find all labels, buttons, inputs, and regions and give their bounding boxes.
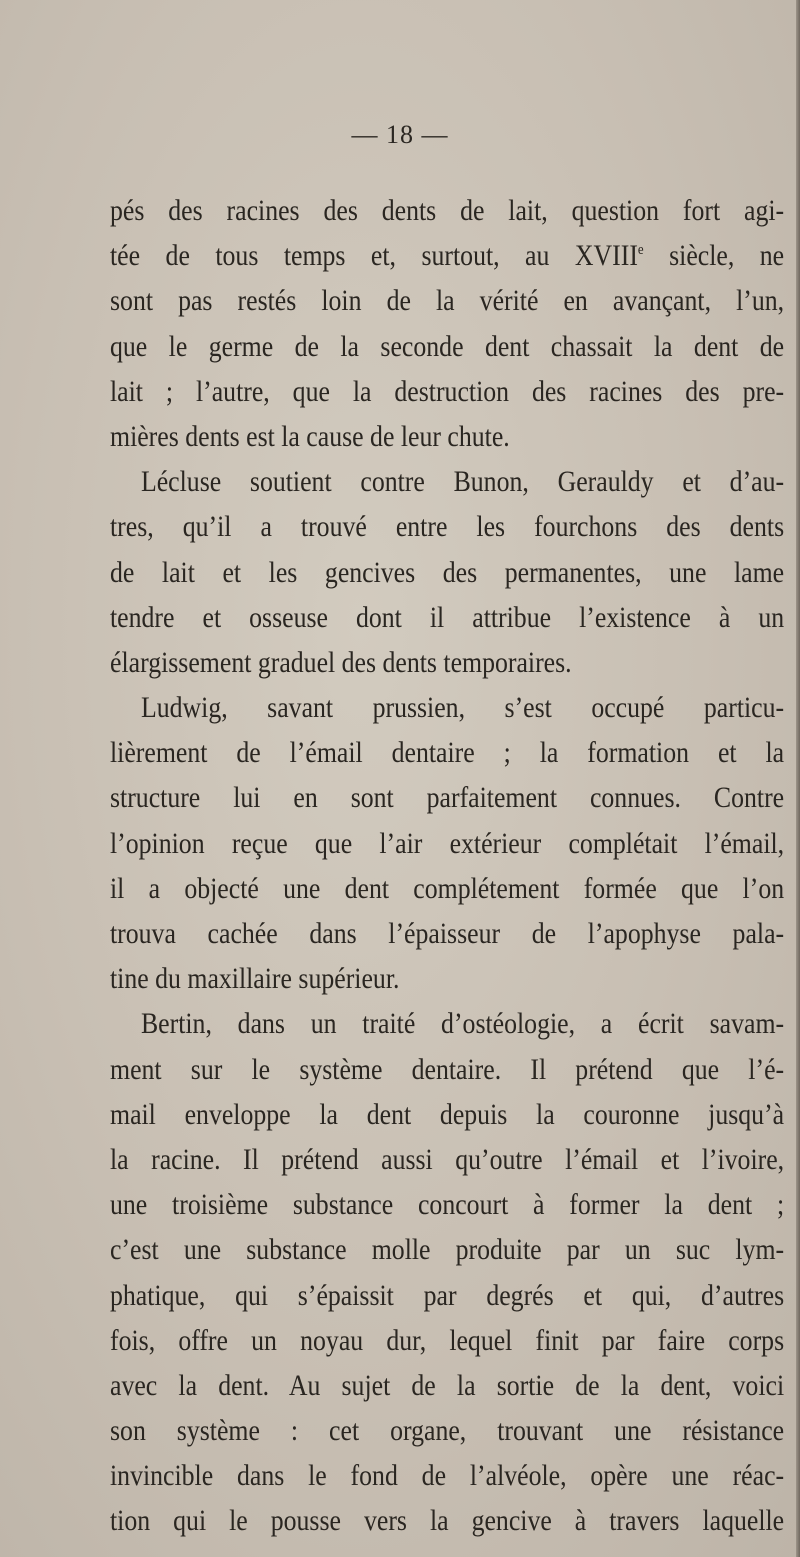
text-line-29: invincible dans le fond de l’alvéole, opère une réac-	[110, 1459, 785, 1493]
text-line-2-main: tée de tous temps et, surtout, au XVIII	[110, 239, 638, 273]
text-line-27: avec la dent. Au sujet de la sortie de la dent, voici	[110, 1368, 785, 1402]
text-line-23: une troisième substance concourt à former la dent ;	[110, 1188, 785, 1222]
text-line-28: son système : cet organe, trouvant une résistance	[110, 1414, 785, 1448]
text-line-17: trouva cachée dans l’épaisseur de l’apophyse pala-	[110, 917, 785, 950]
text-line-22: la racine. Il prétend aussi qu’outre l’émail et l’ivoire,	[110, 1142, 785, 1176]
text-line-16: il a objecté une dent complétement formée que l’on	[110, 871, 785, 905]
century-superscript: e	[637, 242, 644, 259]
text-line-21: mail enveloppe la dent depuis la couronne jusqu’à	[110, 1097, 785, 1131]
text-line-9: de lait et les gencives des permanentes, une lame	[110, 555, 785, 589]
text-line-20: ment sur le système dentaire. Il prétend que l’é-	[110, 1052, 785, 1086]
page-number: — 18 —	[351, 120, 449, 149]
text-line-13: lièrement de l’émail dentaire ; la formation et la	[110, 736, 785, 770]
text-line-2-tail: siècle, ne	[643, 239, 785, 273]
text-line-11: élargissement graduel des dents temporaires.	[110, 645, 572, 679]
text-line-25: phatique, qui s’épaissit par degrés et qui, d’autres	[110, 1278, 785, 1312]
text-line-3: sont pas restés loin de la vérité en avançant, l’un,	[110, 284, 785, 318]
text-line-14: structure lui en sont parfaitement connues. Contre	[110, 781, 785, 815]
text-line-2	[110, 233, 784, 278]
text-line-18: tine du maxillaire supérieur.	[110, 962, 400, 996]
text-line-8: tres, qu’il a trouvé entre les fourchons des dents	[110, 510, 785, 544]
text-line-19: Bertin, dans un traité d’ostéologie, a écrit savam-	[140, 1007, 785, 1041]
text-line-30: tion qui le pousse vers la gencive à travers laquelle	[110, 1504, 785, 1538]
text-line-6: mières dents est la cause de leur chute.	[110, 419, 510, 453]
text-line-4: que le germe de la seconde dent chassait la dent de	[110, 329, 785, 363]
text-line-12: Ludwig, savant prussien, s’est occupé particu-	[140, 691, 785, 725]
text-line-24: c’est une substance molle produite par un suc lym-	[110, 1233, 785, 1267]
text-line-26: fois, offre un noyau dur, lequel finit par faire corps	[110, 1323, 785, 1357]
text-line-10: tendre et osseuse dont il attribue l’existence à un	[110, 600, 785, 634]
text-line-1: pés des racines des dents de lait, question fort agi-	[110, 194, 785, 227]
text-line-5: lait ; l’autre, que la destruction des racines des pre-	[110, 374, 785, 408]
text-line-7: Lécluse soutient contre Bunon, Gerauldy et d’au-	[140, 465, 785, 499]
body-text	[110, 188, 784, 1544]
page-edge-shadow	[796, 0, 800, 1557]
text-line-15: l’opinion reçue que l’air extérieur complétait l’émail,	[110, 826, 785, 860]
